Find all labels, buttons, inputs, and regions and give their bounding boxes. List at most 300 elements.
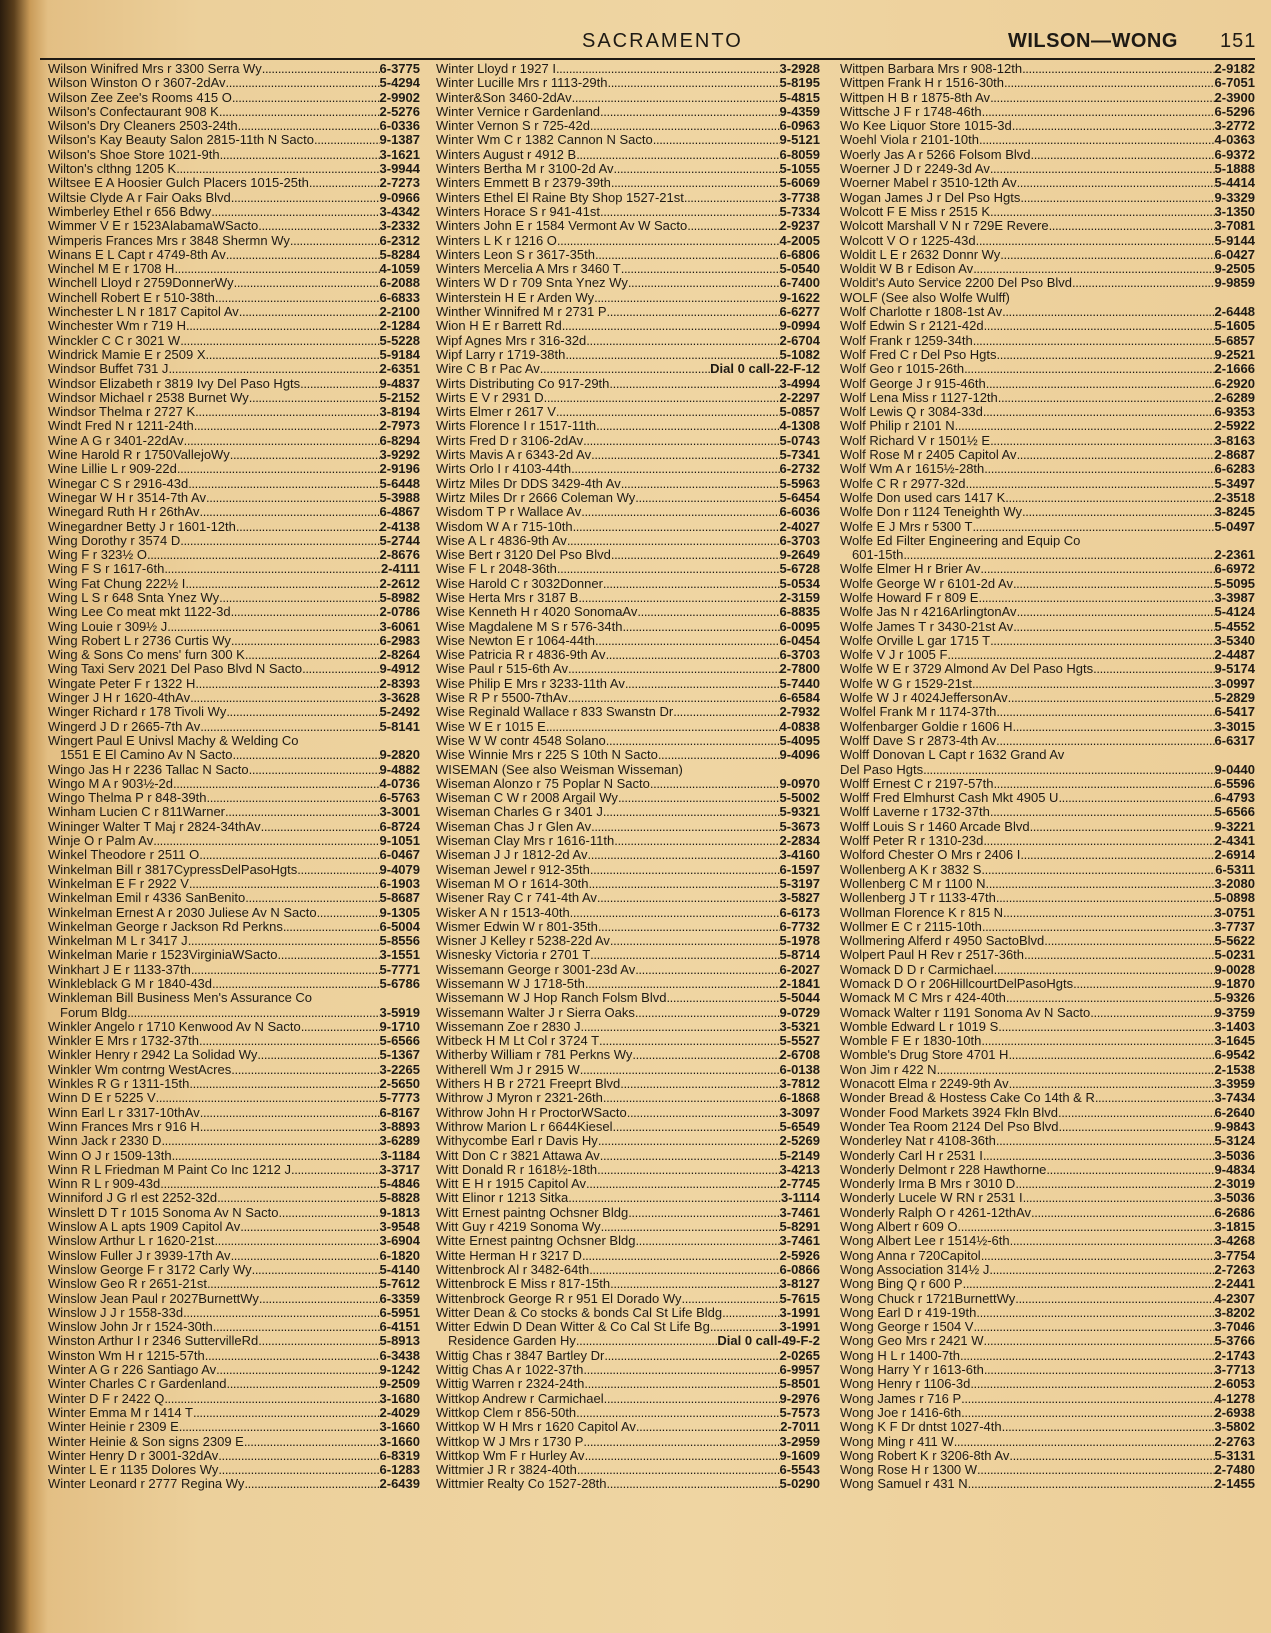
listing-entry <box>436 291 820 305</box>
listing-entry <box>48 820 420 834</box>
leader-dots <box>580 1063 780 1077</box>
listing-entry <box>840 1420 1255 1434</box>
listing-phone: 5-9321 <box>779 805 820 820</box>
listing-name: Windrick Mamie E r 2509 X <box>48 347 206 362</box>
listing-entry <box>48 777 420 791</box>
leader-dots <box>230 448 380 462</box>
leader-dots <box>990 434 1214 448</box>
listing-phone: 9-1622 <box>779 290 820 305</box>
listing-name: Winter Heinie r 2309 E <box>48 1420 179 1435</box>
listing-phone: 2-8393 <box>379 676 420 691</box>
listing-phone: 5-7341 <box>779 448 820 463</box>
listing-name: Winger J H r 1620-4thAv <box>48 691 191 706</box>
leader-dots <box>244 1477 379 1491</box>
listing-phone: 5-6728 <box>779 562 820 577</box>
listing-entry <box>48 1277 420 1291</box>
listing-entry <box>436 76 820 90</box>
listing-entry <box>436 305 820 319</box>
listing-phone: 2-3159 <box>779 590 820 605</box>
leader-dots <box>186 319 380 333</box>
listing-name: Wimperis Frances Mrs r 3848 Shermn Wy <box>48 233 290 248</box>
listing-phone: 5-7615 <box>779 1291 820 1306</box>
leader-dots <box>983 1149 1215 1163</box>
listing-name: Wing F r 323½ O <box>48 548 147 563</box>
listing-phone: 3-5321 <box>779 1019 820 1034</box>
leader-dots <box>1022 62 1214 76</box>
listing-phone: Dial 0 call-49-F-2 <box>717 1334 820 1349</box>
listing-phone: 3-1403 <box>1214 1019 1255 1034</box>
listing-entry <box>436 491 820 505</box>
listing-name: Winn Earl L r 3317-10thAv <box>48 1105 200 1120</box>
leader-dots <box>682 1292 780 1306</box>
leader-dots <box>258 1334 379 1348</box>
listing-name: Womack M C Mrs r 424-40th <box>840 991 1006 1006</box>
listing-entry <box>840 1263 1255 1277</box>
listing-name: Wilson Winston O r 3607-2dAv <box>48 76 226 91</box>
leader-dots <box>189 877 380 891</box>
leader-dots <box>191 963 380 977</box>
listing-entry <box>48 877 420 891</box>
listing-name: Wollenberg J T r 1133-47th <box>840 891 996 906</box>
listing-entry <box>436 863 820 877</box>
listing-name: Wingo Thelma P r 848-39th <box>48 791 207 806</box>
listing-entry <box>840 319 1255 333</box>
listing-phone: 6-1597 <box>779 862 820 877</box>
listing-name: Wolfenbarger Goldie r 1606 H <box>840 719 1013 734</box>
listing-name: Wollenberg A K r 3832 S <box>840 862 982 877</box>
listing-phone: 3-3015 <box>1214 719 1255 734</box>
listing-phone: 5-0231 <box>1214 948 1255 963</box>
listing-phone: 3-2080 <box>1214 876 1255 891</box>
listing-phone: 5-4140 <box>379 1262 420 1277</box>
listing-entry <box>436 1106 820 1120</box>
leader-dots <box>199 848 379 862</box>
leader-dots <box>632 1048 779 1062</box>
leader-dots <box>1013 620 1214 634</box>
listing-phone: 6-2312 <box>379 233 420 248</box>
listing-name: Wittpen Barbara Mrs r 908-12th <box>840 62 1023 76</box>
leader-dots <box>598 920 780 934</box>
leader-dots <box>609 377 779 391</box>
leader-dots <box>568 662 780 676</box>
listing-entry <box>840 1163 1255 1177</box>
listing-entry <box>436 1006 820 1020</box>
listing-name: Winter Lucille Mrs r 1113-29th <box>436 76 608 91</box>
listing-entry <box>436 591 820 605</box>
leader-dots <box>583 434 779 448</box>
listing-phone: 6-2686 <box>1214 1205 1255 1220</box>
leader-dots <box>687 219 779 233</box>
listing-name: Withrow John H r ProctorWSacto <box>436 1105 627 1120</box>
listing-name: Wissemann W J Hop Ranch Folsm Blvd <box>436 991 667 1006</box>
listing-entry <box>48 1048 420 1062</box>
leader-dots <box>966 477 1215 491</box>
leader-dots <box>588 877 779 891</box>
listing-name: Winkler E Mrs r 1732-37th <box>48 1034 199 1049</box>
listing-name: Wolf Philip r 2101 N <box>840 419 955 434</box>
listing-name: Woerner J D r 2249-3d Av <box>840 162 990 177</box>
listing-entry <box>436 334 820 348</box>
listing-entry <box>436 1234 820 1248</box>
listing-entry <box>436 691 820 705</box>
listing-name: Winterstein H E r Arden Wy <box>436 290 595 305</box>
leader-dots <box>635 963 779 977</box>
listing-name: Wipf Agnes Mrs r 316-32d <box>436 333 587 348</box>
listing-entry <box>840 448 1255 462</box>
leader-dots <box>200 720 379 734</box>
listing-entry <box>436 1277 820 1291</box>
listing-name: Wolfe Howard F r 809 E <box>840 590 979 605</box>
leader-dots <box>596 419 779 433</box>
leader-dots <box>238 119 380 133</box>
listing-phone: 3-2959 <box>779 1434 820 1449</box>
listing-phone: 6-6283 <box>1214 462 1255 477</box>
leader-dots <box>1022 505 1215 519</box>
listing-name: Wolford Chester O Mrs r 2406 I <box>840 848 1021 863</box>
listing-phone: 9-0966 <box>379 190 420 205</box>
listing-entry <box>436 248 820 262</box>
listing-entry <box>840 362 1255 376</box>
listing-phone: 3-9292 <box>379 448 420 463</box>
listing-phone: 5-5228 <box>379 333 420 348</box>
listing-phone: 3-1660 <box>379 1434 420 1449</box>
listing-phone: 5-9144 <box>1214 233 1255 248</box>
listing-entry <box>436 906 820 920</box>
listing-name: Wittmier Realty Co 1527-28th <box>436 1477 607 1492</box>
listing-phone: 5-8141 <box>379 719 420 734</box>
listing-phone: 3-8127 <box>779 1277 820 1292</box>
listing-name: Winchell Lloyd r 2759DonnerWy <box>48 276 234 291</box>
listing-phone: 3-1991 <box>779 1320 820 1335</box>
leader-dots <box>998 391 1215 405</box>
leader-dots <box>557 234 780 248</box>
leader-dots <box>283 920 380 934</box>
listing-phone: 4-2307 <box>1214 1291 1255 1306</box>
listing-entry <box>48 763 420 777</box>
leader-dots <box>193 1406 380 1420</box>
listing-entry <box>48 620 420 634</box>
listing-entry <box>436 734 820 748</box>
listing-entry <box>840 1392 1255 1406</box>
listing-entry <box>436 219 820 233</box>
listing-entry <box>840 76 1255 90</box>
listing-phone: 9-0729 <box>779 1005 820 1020</box>
listing-phone: 6-5296 <box>1214 104 1255 119</box>
listing-name: Winters L K r 1216 O <box>436 233 557 248</box>
listing-phone: 3-6904 <box>379 1234 420 1249</box>
leader-dots <box>621 477 780 491</box>
leader-dots <box>600 105 779 119</box>
leader-dots <box>571 462 779 476</box>
listing-name: Wininger Walter T Maj r 2824-34thAv <box>48 819 261 834</box>
listing-name: Winters Ethel El Raine Bty Shop 1527-21st <box>436 190 684 205</box>
listing-name: Withrow J Myron r 2321-26th <box>436 1091 603 1106</box>
listing-entry <box>840 291 1255 305</box>
leader-dots <box>220 148 380 162</box>
leader-dots <box>205 1349 380 1363</box>
leader-dots <box>973 334 1215 348</box>
leader-dots <box>972 677 1215 691</box>
listing-entry <box>48 62 420 76</box>
listing-phone: 3-5036 <box>1214 1148 1255 1163</box>
listing-name: Winje O r Palm Av <box>48 834 154 849</box>
leader-dots <box>1015 1292 1214 1306</box>
leader-dots <box>572 91 780 105</box>
listing-phone: 6-1283 <box>379 1463 420 1478</box>
listing-name: Wimmer V E r 1523AlabamaWSacto <box>48 219 259 234</box>
listing-entry <box>48 1263 420 1277</box>
listing-phone: 3-3717 <box>379 1162 420 1177</box>
listing-name: Wollman Florence K r 815 N <box>840 905 1004 920</box>
listing-name: Wolfel Frank M r 1174-37th <box>840 705 997 720</box>
listing-entry <box>48 491 420 505</box>
listing-entry <box>436 262 820 276</box>
listing-phone: 6-6972 <box>1214 562 1255 577</box>
listing-phone: 4-1278 <box>1214 1391 1255 1406</box>
listing-phone: 5-6448 <box>379 476 420 491</box>
leader-dots <box>981 1249 1215 1263</box>
listing-entry <box>840 934 1255 948</box>
listing-entry <box>840 763 1255 777</box>
listing-phone: 3-4268 <box>1214 1234 1255 1249</box>
listing-name: Wong Robert K r 3206-8th Av <box>840 1448 1010 1463</box>
leader-dots <box>622 620 779 634</box>
listing-phone: 3-5036 <box>1214 1191 1255 1206</box>
listing-entry <box>436 1177 820 1191</box>
listing-entry <box>48 977 420 991</box>
listing-name: Wiseman Clay Mrs r 1616-11th <box>436 834 615 849</box>
listing-entry <box>840 133 1255 147</box>
listing-phone: 2-6439 <box>379 1477 420 1492</box>
leader-dots <box>544 391 780 405</box>
leader-dots <box>960 1349 1215 1363</box>
listing-phone: 3-0751 <box>1214 905 1255 920</box>
leader-dots <box>258 219 379 233</box>
listing-phone: 3-1680 <box>379 1391 420 1406</box>
leader-dots <box>628 276 780 290</box>
leader-dots <box>226 1377 379 1391</box>
listing-entry <box>840 1020 1255 1034</box>
leader-dots <box>1003 906 1214 920</box>
listing-name: Wollenberg C M r 1100 N <box>840 876 986 891</box>
listing-phone: 5-8501 <box>779 1377 820 1392</box>
leader-dots <box>600 205 780 219</box>
listing-name: Wolff Peter R r 1310-23d <box>840 834 984 849</box>
listing-phone: 9-5174 <box>1214 662 1255 677</box>
leader-dots <box>176 162 379 176</box>
listing-entry <box>48 1006 420 1020</box>
listing-phone: 6-5417 <box>1214 705 1255 720</box>
listing-entry <box>840 234 1255 248</box>
listing-phone: 4-2005 <box>779 233 820 248</box>
listing-name: Winkelman E F r 2922 V <box>48 876 189 891</box>
listing-phone: 6-6036 <box>779 505 820 520</box>
listing-name: Wolfe George W r 6101-2d Av <box>840 576 1013 591</box>
listing-name: Winston Wm H r 1215-57th <box>48 1348 205 1363</box>
listing-name: Wolf Geo r 1015-26th <box>840 362 965 377</box>
leader-dots <box>314 133 380 147</box>
leader-dots <box>576 1334 717 1348</box>
listing-phone: 5-6566 <box>1214 805 1255 820</box>
leader-dots <box>650 777 780 791</box>
listing-entry <box>436 820 820 834</box>
leader-dots <box>234 276 380 290</box>
listing-name: Wolcott F E Miss r 2515 K <box>840 204 991 219</box>
leader-dots <box>620 1077 779 1091</box>
leader-dots <box>216 1363 379 1377</box>
listing-name: Wion H E r Barrett Rd <box>436 319 562 334</box>
listing-entry <box>840 1149 1255 1163</box>
listing-entry <box>840 1106 1255 1120</box>
listing-phone: 3-8194 <box>379 405 420 420</box>
leader-dots <box>586 334 779 348</box>
listing-name: Wittenbrock George R r 951 El Dorado Wy <box>436 1291 682 1306</box>
listing-name: Wolf George J r 915-46th <box>840 376 986 391</box>
listing-name: Winegard Ruth H r 26thAv <box>48 505 200 520</box>
listing-phone: 3-7081 <box>1214 219 1255 234</box>
leader-dots <box>583 1435 779 1449</box>
listing-entry <box>436 634 820 648</box>
listing-phone: 6-7051 <box>1214 76 1255 91</box>
listing-entry <box>436 191 820 205</box>
leader-dots <box>658 748 780 762</box>
listing-phone: 2-6914 <box>1214 848 1255 863</box>
listing-entry <box>840 1249 1255 1263</box>
leader-dots <box>214 1234 379 1248</box>
listing-phone: 6-3703 <box>779 533 820 548</box>
listing-name: Wolfe Don r 1124 Teneighth Wy <box>840 505 1022 520</box>
listing-name: Wolfe C R r 2977-32d <box>840 476 966 491</box>
leader-dots <box>998 1020 1214 1034</box>
listing-name: Withrow Marion L r 6644Kiesel <box>436 1119 613 1134</box>
listing-phone: 6-8724 <box>379 819 420 834</box>
listing-entry <box>48 462 420 476</box>
leader-dots <box>153 834 379 848</box>
listing-entry <box>436 620 820 634</box>
listing-entry <box>436 1477 820 1491</box>
listing-name: Wolfe V J r 1005 F <box>840 648 948 663</box>
listing-phone: 3-5919 <box>379 1005 420 1020</box>
listing-entry <box>840 748 1255 762</box>
listing-entry <box>436 162 820 176</box>
listing-entry <box>840 1306 1255 1320</box>
listing-entry <box>840 1234 1255 1248</box>
listing-name: Wittig Chas A r 1022-37th <box>436 1363 584 1378</box>
listing-name: Wiseman Jewel r 912-35th <box>436 862 590 877</box>
listing-name: Winters W D r 709 Snta Ynez Wy <box>436 276 628 291</box>
listing-name: Wilton's clthng 1205 K <box>48 162 177 177</box>
listing-name: Winkelman M L r 3417 J <box>48 934 188 949</box>
listing-phone: 2-6938 <box>1214 1405 1255 1420</box>
listing-name: Wong Albert r 609 O <box>840 1220 958 1235</box>
listing-name: Wirts Mavis A r 6343-2d Av <box>436 448 592 463</box>
listing-phone: 9-1710 <box>379 1019 420 1034</box>
listing-entry <box>840 648 1255 662</box>
listing-phone: 9-1609 <box>779 1448 820 1463</box>
listing-entry <box>48 1020 420 1034</box>
listing-entry <box>48 748 420 762</box>
listing-name: Wong H L r 1400-7th <box>840 1348 960 1363</box>
leader-dots <box>582 1249 780 1263</box>
listing-phone: 6-8319 <box>379 1448 420 1463</box>
listing-name: 1551 E El Camino Av N Sacto <box>60 748 233 763</box>
listing-entry <box>48 91 420 105</box>
listing-name: Woldit's Auto Service 2200 Del Pso Blvd <box>840 276 1073 291</box>
listing-entry <box>840 1063 1255 1077</box>
listing-name: Witter Edwin D Dean Witter & Co Cal St Life Bg <box>436 1320 710 1335</box>
listing-name: Winter Vernice r Gardenland <box>436 104 601 119</box>
listing-phone: 3-3001 <box>379 805 420 820</box>
listing-phone: 6-8059 <box>779 147 820 162</box>
leader-dots <box>599 1034 779 1048</box>
listing-phone: 3-1184 <box>380 1148 420 1163</box>
listing-phone: 6-7400 <box>779 276 820 291</box>
leader-dots <box>581 1020 780 1034</box>
listing-name: Windt Fred N r 1211-24th <box>48 419 194 434</box>
listing-entry <box>840 176 1255 190</box>
listing-entry <box>48 1406 420 1420</box>
leader-dots <box>160 1177 379 1191</box>
leader-dots <box>546 720 780 734</box>
listing-name: Winegar W H r 3514-7th Av <box>48 490 206 505</box>
leader-dots <box>607 76 779 90</box>
leader-dots <box>990 162 1215 176</box>
leader-dots <box>1012 119 1215 133</box>
listing-phone: 9-2976 <box>779 1391 820 1406</box>
leader-dots <box>968 1477 1215 1491</box>
leader-dots <box>244 1435 380 1449</box>
listing-phone: 6-0138 <box>779 1062 820 1077</box>
listing-entry <box>48 119 420 133</box>
leader-dots <box>188 477 379 491</box>
leader-dots <box>179 1420 380 1434</box>
leader-dots <box>673 705 779 719</box>
listing-name: Winslow Fuller J r 3939-17th Av <box>48 1248 231 1263</box>
listing-name: Wolff Louis S r 1460 Arcade Blvd <box>840 819 1030 834</box>
listing-name: Wolff Dave S r 2873-4th Av <box>840 733 997 748</box>
listing-phone: 2-4341 <box>1214 834 1255 849</box>
listing-entry <box>840 1048 1255 1062</box>
listing-entry <box>48 219 420 233</box>
listing-entry <box>48 791 420 805</box>
listing-phone: 5-2149 <box>779 1148 820 1163</box>
listing-name: Wire C B r Pac Av <box>436 362 540 377</box>
listing-name: Winkelman Marie r 1523VirginiaWSacto <box>48 948 278 963</box>
leader-dots <box>589 1263 779 1277</box>
leader-dots <box>586 1177 779 1191</box>
leader-dots <box>610 1277 779 1291</box>
listing-entry <box>840 434 1255 448</box>
listing-entry <box>436 1206 820 1220</box>
listing-phone: 3-7754 <box>1214 1248 1255 1263</box>
listing-entry <box>436 877 820 891</box>
leader-dots <box>990 805 1215 819</box>
listing-name: Wolf Wm A r 1615½-28th <box>840 462 985 477</box>
listing-phone: 2-8687 <box>1214 448 1255 463</box>
leader-dots <box>996 705 1214 719</box>
listing-entry <box>840 548 1255 562</box>
listing-name: Wolff Donovan L Capt r 1632 Grand Av <box>840 748 1065 763</box>
listing-phone: 9-2820 <box>379 748 420 763</box>
listing-phone: 5-6786 <box>379 977 420 991</box>
leader-dots <box>174 262 379 276</box>
leader-dots <box>903 548 1214 562</box>
listing-name: Wong Harry Y r 1613-6th <box>840 1363 984 1378</box>
leader-dots <box>923 763 1214 777</box>
listing-entry <box>840 705 1255 719</box>
listing-phone: 3-4342 <box>379 204 420 219</box>
listing-entry <box>840 462 1255 476</box>
